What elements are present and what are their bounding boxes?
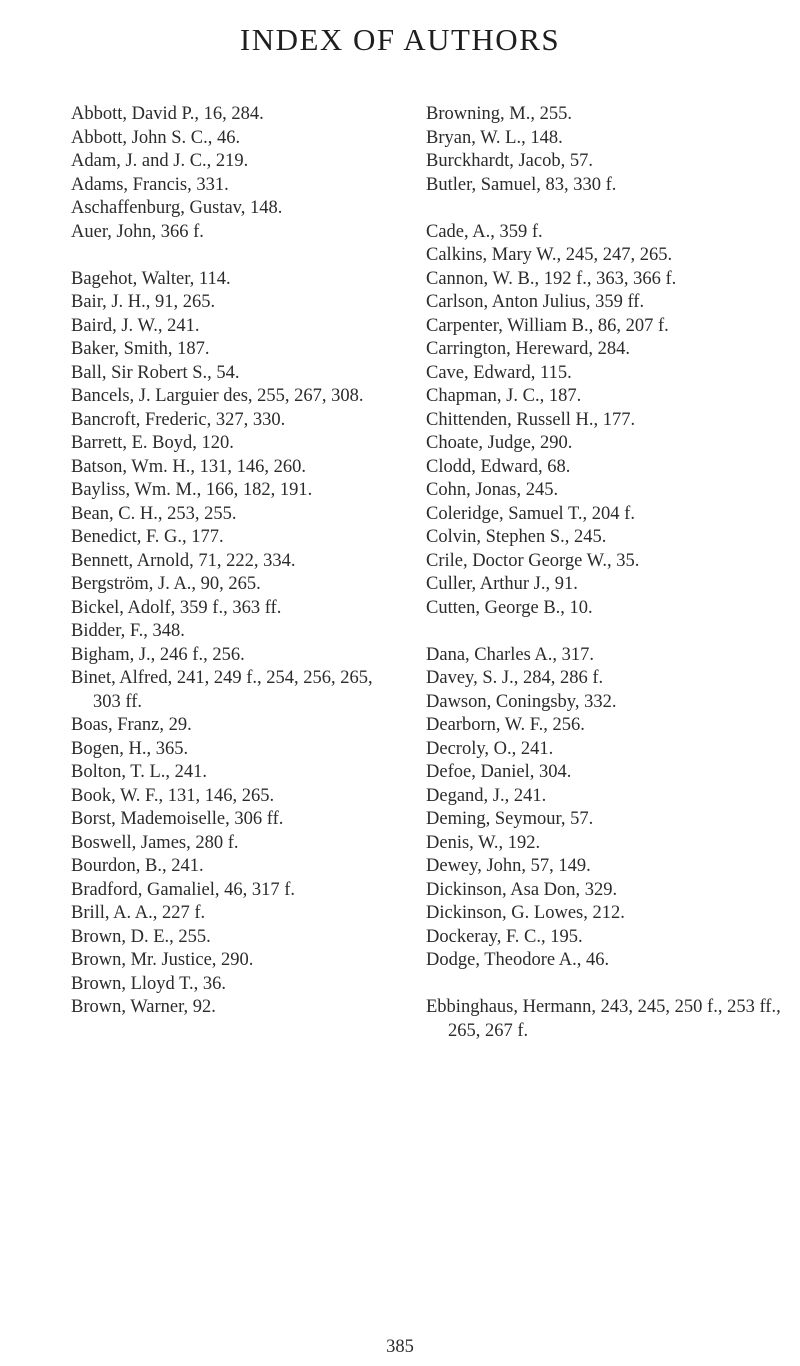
index-entry: Defoe, Daniel, 304. — [426, 762, 572, 782]
index-entry: Cave, Edward, 115. — [426, 362, 572, 383]
index-entry: Crile, Doctor George W., 35. — [426, 550, 640, 571]
index-entry: Abbott, John S. C., 46. — [71, 127, 241, 148]
index-entry: Carlson, Anton Julius, 359 ff. — [426, 292, 645, 312]
index-entry: Bancels, J. Larguier des, 255, 267, 308. — [71, 386, 364, 406]
index-entry: Brown, Warner, 92. — [71, 997, 216, 1017]
index-entry: Bancroft, Frederic, 327, 330. — [71, 409, 286, 430]
index-entry: Calkins, Mary W., 245, 247, 265. — [426, 245, 673, 265]
index-entry: Auer, John, 366 f. — [71, 221, 204, 242]
index-entry: Cade, A., 359 f. — [426, 221, 543, 242]
index-entry: Adam, J. and J. C., 219. — [71, 151, 249, 171]
index-entry: Boas, Franz, 29. — [71, 715, 192, 735]
index-column-left — [71, 103, 401, 1020]
index-entry: Bagehot, Walter, 114. — [71, 268, 231, 289]
index-entry: Carrington, Hereward, 284. — [426, 339, 630, 359]
index-entry: Ebbinghaus, Hermann, 243, 245, 250 f., 253 ff., 265, 267 f. — [426, 997, 781, 1041]
index-entry: Dewey, John, 57, 149. — [426, 856, 591, 876]
index-entry: Chittenden, Russell H., 177. — [426, 409, 636, 430]
index-entry: Deming, Seymour, 57. — [426, 809, 594, 829]
index-entry: Bickel, Adolf, 359 f., 363 ff. — [71, 597, 282, 618]
index-entry: Dockeray, F. C., 195. — [426, 926, 583, 947]
index-entry: Bryan, W. L., 148. — [426, 127, 563, 148]
index-entry: Bidder, F., 348. — [71, 621, 185, 641]
index-entry: Bennett, Arnold, 71, 222, 334. — [71, 550, 296, 571]
index-entry: Browning, M., 255. — [426, 104, 572, 124]
index-entry: Culler, Arthur J., 91. — [426, 574, 578, 594]
index-entry: Burckhardt, Jacob, 57. — [426, 151, 593, 171]
index-entry: Bolton, T. L., 241. — [71, 762, 208, 782]
index-entry: Denis, W., 192. — [426, 832, 541, 853]
index-entry: Bogen, H., 365. — [71, 738, 189, 759]
index-entry: Batson, Wm. H., 131, 146, 260. — [71, 456, 307, 477]
index-entry: Baird, J. W., 241. — [71, 315, 200, 336]
index-entry: Clodd, Edward, 68. — [426, 456, 571, 477]
index-entry: Book, W. F., 131, 146, 265. — [71, 785, 275, 806]
index-entry: Bayliss, Wm. M., 166, 182, 191. — [71, 480, 313, 500]
index-entry: Colvin, Stephen S., 245. — [426, 527, 607, 547]
index-entry: Degand, J., 241. — [426, 785, 547, 806]
index-entry: Butler, Samuel, 83, 330 f. — [426, 174, 617, 195]
index-entry: Bair, J. H., 91, 265. — [71, 292, 216, 312]
page-number: 385 — [386, 1337, 414, 1357]
index-entry: Cannon, W. B., 192 f., 363, 366 f. — [426, 268, 677, 289]
index-entry: Bradford, Gamaliel, 46, 317 f. — [71, 879, 295, 900]
index-entry: Barrett, E. Boyd, 120. — [71, 433, 234, 453]
index-entry: Brown, D. E., 255. — [71, 926, 211, 947]
index-entry: Bigham, J., 246 f., 256. — [71, 644, 245, 665]
index-entry: Dawson, Coningsby, 332. — [426, 691, 617, 712]
index-entry: Dickinson, Asa Don, 329. — [426, 879, 618, 900]
index-entry: Cohn, Jonas, 245. — [426, 480, 559, 500]
index-entry: Brill, A. A., 227 f. — [71, 903, 206, 923]
index-entry: Abbott, David P., 16, 284. — [71, 104, 264, 124]
index-entry: Aschaffenburg, Gustav, 148. — [71, 198, 283, 218]
index-entry: Coleridge, Samuel T., 204 f. — [426, 503, 635, 524]
index-entry: Choate, Judge, 290. — [426, 433, 573, 453]
index-entry: Benedict, F. G., 177. — [71, 527, 224, 547]
index-entry: Brown, Lloyd T., 36. — [71, 973, 227, 994]
index-entry: Boswell, James, 280 f. — [71, 832, 239, 853]
index-entry: Brown, Mr. Justice, 290. — [71, 950, 254, 970]
index-entry: Bourdon, B., 241. — [71, 856, 204, 876]
index-entry: Bean, C. H., 253, 255. — [71, 503, 237, 524]
index-entry: Adams, Francis, 331. — [71, 174, 229, 195]
index-entry: Carpenter, William B., 86, 207 f. — [426, 315, 669, 336]
index-entry: Baker, Smith, 187. — [71, 339, 210, 359]
page-title: INDEX OF AUTHORS — [239, 22, 561, 57]
index-entry: Dickinson, G. Lowes, 212. — [426, 903, 625, 923]
index-entry: Dearborn, W. F., 256. — [426, 715, 585, 735]
index-column-right — [426, 103, 796, 1043]
index-entry: Decroly, O., 241. — [426, 738, 554, 759]
index-entry: Ball, Sir Robert S., 54. — [71, 362, 240, 383]
index-entry: Davey, S. J., 284, 286 f. — [426, 668, 604, 688]
index-entry: Dodge, Theodore A., 46. — [426, 950, 610, 970]
index-entry: Chapman, J. C., 187. — [426, 386, 582, 406]
index-entry: Cutten, George B., 10. — [426, 597, 593, 618]
index-entry: Dana, Charles A., 317. — [426, 644, 595, 665]
index-entry: Binet, Alfred, 241, 249 f., 254, 256, 265, 303 ff. — [71, 668, 373, 712]
index-entry: Borst, Mademoiselle, 306 ff. — [71, 809, 284, 829]
index-entry: Bergström, J. A., 90, 265. — [71, 574, 261, 594]
